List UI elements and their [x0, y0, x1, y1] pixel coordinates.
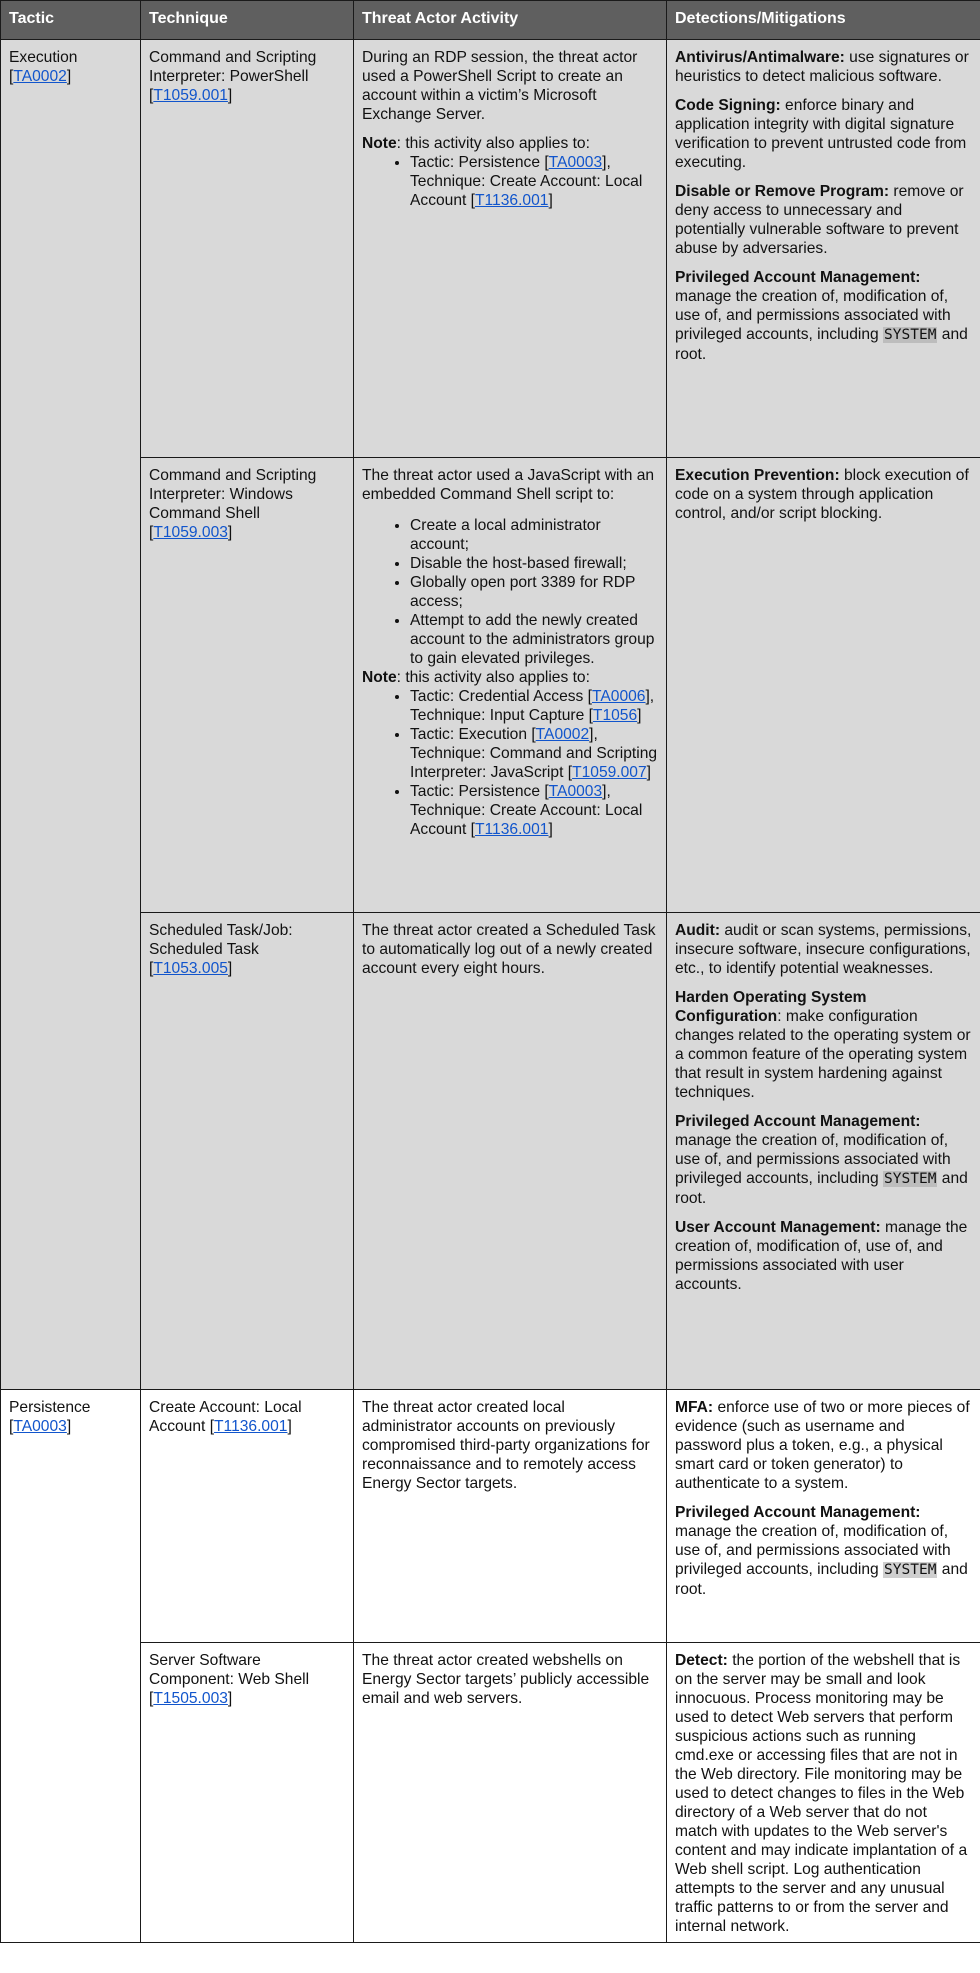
- mitigation-item: Privileged Account Management: manage the creation of, modification of, use of, and permissions associated with privileged accounts, including SYSTEM and root.: [675, 269, 968, 363]
- mitigation-cell: [667, 913, 980, 1390]
- technique-name: Server Software Component: Web Shell: [149, 1652, 310, 1688]
- technique-link[interactable]: T1056: [592, 707, 638, 724]
- activity-text: The threat actor created local administrator accounts on previously compromised third-party organizations for reconnaissance and to remotely access Energy Sector targets.: [362, 1399, 650, 1492]
- activity-text: The threat actor used a JavaScript with an embedded Command Shell script to:: [362, 467, 655, 503]
- mitigation-item: MFA: enforce use of two or more pieces of evidence (such as username and password plus a token, e.g., a physical smart card or token generator) to authenticate to a system.: [675, 1399, 970, 1492]
- technique-name: Create Account: Local Account: [149, 1399, 302, 1435]
- note-list: [362, 687, 658, 839]
- header-activity: Threat Actor Activity: [354, 1, 667, 40]
- mitigation-item: Audit: audit or scan systems, permissions, insecure software, insecure configurations, etc., to identify potential weaknesses.: [675, 922, 972, 977]
- table-row: [1, 458, 980, 913]
- activity-text: The threat actor created a Scheduled Task to automatically log out of a newly created account every eight hours.: [362, 922, 656, 977]
- tactic-name: Persistence: [9, 1399, 91, 1416]
- technique-link[interactable]: T1053.005: [153, 960, 228, 977]
- technique-cell: Command and Scripting Interpreter: Windows Command Shell [T1059.003]: [141, 458, 354, 913]
- mitigation-item: Detect: the portion of the webshell that is on the server may be small and look innocuous. Process monitoring may be used to detect Web servers that perform suspicious actions such as running cmd.exe or accessing files that are not in the Web directory. File monitoring may be used to detect changes to files in the Web directory of a Web server that do not match with updates to the Web server's content and may indicate implantation of a Web shell script. Log authentication attempts to the server and any unusual traffic patterns to or from the server and internal network.: [675, 1652, 968, 1935]
- list-item: • Globally open port 3389 for RDP access;: [410, 573, 658, 611]
- list-item: • Create a local administrator account;: [410, 516, 658, 554]
- table-row: [1, 40, 980, 458]
- list-item: • Tactic: Execution [TA0002], Technique: Command and Scripting Interpreter: JavaScript [T1059.007]: [410, 725, 658, 782]
- tactic-link[interactable]: TA0003: [548, 783, 603, 800]
- table-row: [1, 1643, 980, 1943]
- tactic-link[interactable]: TA0002: [13, 68, 67, 85]
- tactic-link[interactable]: TA0003: [548, 154, 603, 171]
- activity-text: During an RDP session, the threat actor used a PowerShell Script to create an account within a victim’s Microsoft Exchange Server.: [362, 49, 638, 123]
- mitigation-item: Harden Operating System Configuration: make configuration changes related to the operating system or a common feature of the operating system that result in system hardening against techniques.: [675, 989, 971, 1101]
- note-list: [362, 153, 658, 210]
- mitigation-item: Code Signing: enforce binary and application integrity with digital signature verification to prevent untrusted code from executing.: [675, 97, 967, 171]
- tactic-link[interactable]: TA0003: [13, 1418, 67, 1435]
- mitigation-cell: [667, 458, 980, 913]
- activity-list: [362, 516, 658, 668]
- list-item: • Disable the host-based firewall;: [410, 554, 658, 573]
- mitigation-item: Disable or Remove Program: remove or deny access to unnecessary and potentially vulnerable software to prevent abuse by adversaries.: [675, 183, 964, 257]
- note: Note: this activity also applies to:: [362, 135, 590, 152]
- activity-cell: [354, 40, 667, 458]
- technique-link[interactable]: T1059.003: [153, 524, 228, 541]
- list-item: • Tactic: Credential Access [TA0006], Technique: Input Capture [T1056]: [410, 687, 658, 725]
- mitigation-cell: [667, 1643, 980, 1943]
- technique-name: Scheduled Task/Job: Scheduled Task: [149, 922, 293, 958]
- tactic-name: Execution: [9, 49, 78, 66]
- technique-cell: Command and Scripting Interpreter: PowerShell [T1059.001]: [141, 40, 354, 458]
- note: Note: this activity also applies to:: [362, 669, 590, 686]
- mitigation-item: User Account Management: manage the creation of, modification of, use of, and permissions associated with user accounts.: [675, 1219, 968, 1293]
- header-technique: Technique: [141, 1, 354, 40]
- tactic-cell-execution: Execution [TA0002]: [1, 40, 141, 1390]
- list-item: • Tactic: Persistence [TA0003], Technique: Create Account: Local Account [T1136.001]: [410, 782, 658, 839]
- mitigation-cell: [667, 40, 980, 458]
- mitigation-item: Privileged Account Management: manage the creation of, modification of, use of, and permissions associated with privileged accounts, including SYSTEM and root.: [675, 1113, 968, 1207]
- table-row: [1, 913, 980, 1390]
- activity-cell: [354, 1390, 667, 1643]
- technique-link[interactable]: T1059.007: [572, 764, 647, 781]
- activity-cell: [354, 913, 667, 1390]
- list-item: • Attempt to add the newly created account to the administrators group to gain elevated privileges.: [410, 611, 658, 668]
- technique-name: Command and Scripting Interpreter: Windows Command Shell: [149, 467, 317, 522]
- table-row: [1, 1390, 980, 1643]
- activity-cell: [354, 1643, 667, 1943]
- technique-link[interactable]: T1136.001: [214, 1418, 288, 1435]
- mitigation-cell: [667, 1390, 980, 1643]
- technique-cell: Create Account: Local Account [T1136.001]: [141, 1390, 354, 1643]
- list-item: • Tactic: Persistence [TA0003], Technique: Create Account: Local Account [T1136.001]: [410, 153, 658, 210]
- tactic-cell-persistence: Persistence [TA0003]: [1, 1390, 141, 1943]
- technique-cell: Server Software Component: Web Shell [T1505.003]: [141, 1643, 354, 1943]
- activity-cell: [354, 458, 667, 913]
- tactic-link[interactable]: TA0002: [535, 726, 590, 743]
- technique-link[interactable]: T1136.001: [475, 192, 549, 209]
- mitigation-item: Privileged Account Management: manage the creation of, modification of, use of, and permissions associated with privileged accounts, including SYSTEM and root.: [675, 1504, 968, 1598]
- header-tactic: Tactic: [1, 1, 141, 40]
- technique-cell: Scheduled Task/Job: Scheduled Task [T1053.005]: [141, 913, 354, 1390]
- header-mitigations: Detections/Mitigations: [667, 1, 980, 40]
- technique-link[interactable]: T1059.001: [153, 87, 228, 104]
- mitigation-item: Antivirus/Antimalware: use signatures or heuristics to detect malicious software.: [675, 49, 969, 85]
- tactic-link[interactable]: TA0006: [592, 688, 646, 705]
- activity-text: The threat actor created webshells on Energy Sector targets’ publicly accessible email and web servers.: [362, 1652, 650, 1707]
- technique-link[interactable]: T1505.003: [153, 1690, 228, 1707]
- header-row: [1, 1, 980, 40]
- mitigation-item: Execution Prevention: block execution of code on a system through application control, and/or script blocking.: [675, 467, 969, 522]
- technique-link[interactable]: T1136.001: [475, 821, 549, 838]
- technique-name: Command and Scripting Interpreter: PowerShell: [149, 49, 317, 85]
